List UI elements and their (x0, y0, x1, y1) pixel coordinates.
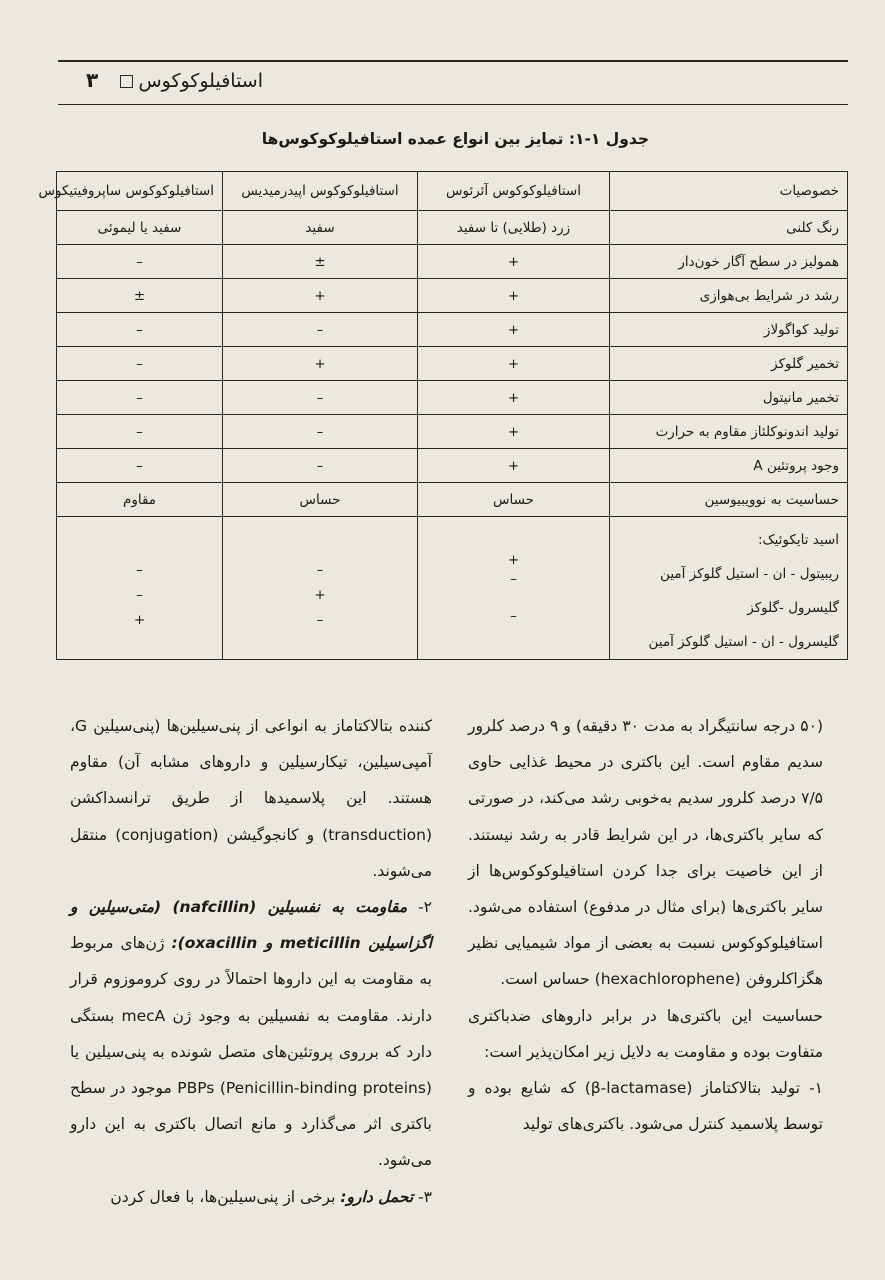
table-row (57, 313, 848, 347)
table-cell (610, 517, 848, 660)
header-cell: خصوصیات (610, 172, 848, 211)
subheading: تحمل دارو: (340, 1187, 414, 1206)
table-cell: + (418, 245, 610, 279)
table-value: + (133, 612, 146, 628)
table-cell: تخمیر گلوکز (610, 347, 848, 381)
teichoic-item: ریبیتول - ان - استیل گلوکز آمین (660, 566, 839, 582)
table-cell: رنگ کلنی (610, 211, 848, 245)
table-value: – (316, 562, 324, 578)
staphylococcus-table (38, 171, 848, 660)
table-cell: – (223, 381, 418, 415)
table-cell: ± (57, 279, 223, 313)
paragraph-text: ژن‌های مربوط به مقاومت به این داروها احتمالاً در روی کروموزوم قرار دارند. مقاومت به نفسیلین به وجود ژن mecA بستگی دارد که برروی پروتئین‌های متصل شونده به پنی‌سیلین یا (Penicillin-binding proteins) PBPs موجود در سطح باکتری اثر می‌گذارد و مانع اتصال باکتری به این دارو می‌شود. (70, 934, 432, 1170)
paragraph: حساسیت این باکتری‌ها در برابر داروهای ضدباکتری متفاوت بوده و مقاومت به دلایل زیر امکان‌پذیر است: (468, 1006, 823, 1061)
table-cell: سفید یا لیموئی (57, 211, 223, 245)
table-value: – (136, 587, 143, 603)
running-header (58, 60, 848, 105)
table-value: + (314, 587, 326, 603)
table-row (57, 415, 848, 449)
header-cell: استافیلوکوکوس ساپروفیتیکوس (57, 172, 223, 211)
left-text-column (70, 708, 432, 1215)
table-cell: وجود پروتئین A (610, 449, 848, 483)
square-separator-icon (120, 75, 133, 88)
table-cell: حساس (418, 483, 610, 517)
table-cell: + (223, 347, 418, 381)
table-value: – (136, 562, 143, 578)
table-cell: – (57, 347, 223, 381)
table-cell: + (418, 279, 610, 313)
table-cell: + (418, 415, 610, 449)
table-row (57, 279, 848, 313)
table-cell: – (57, 449, 223, 483)
table-cell: – (57, 381, 223, 415)
table-cell: همولیز در سطح آگار خون‌دار (610, 245, 848, 279)
teichoic-item: گلیسرول - ان - استیل گلوکز آمین (648, 634, 839, 650)
header-cell: استافیلوکوکوس اپیدرمیدیس (223, 172, 418, 211)
paragraph-text: برخی از پنی‌سیلین‌ها، با فعال کردن (110, 1187, 336, 1206)
table-cell: + (223, 279, 418, 313)
table-cell: – (57, 245, 223, 279)
table-row (57, 381, 848, 415)
table-cell: حساسیت به نوویبیوسین (610, 483, 848, 517)
header-cell: استافیلوکوکوس آئرئوس (418, 172, 610, 211)
table-row (57, 211, 848, 245)
paragraph (70, 889, 432, 1179)
table-cell: – (223, 313, 418, 347)
table-caption: جدول ۱-۱: تمایز بین انواع عمده استافیلوکوکوس‌ها (261, 130, 649, 148)
table-cell: تولید کواگولاز (610, 313, 848, 347)
table-value: – (510, 608, 517, 624)
paragraph: کننده بتالاکتاماز به انواعی از پنی‌سیلین‌ها (پنی‌سیلین G، آمپی‌سیلین، تیکارسیلین و داروهای مشابه آن) مقاوم هستند. این پلاسمیدها از طریق ترانسداکشن (transduction) و کانجوگیشن (conjugation) منتقل می‌شوند. (70, 717, 432, 880)
table-cell: تخمیر مانیتول (610, 381, 848, 415)
page-number: ۳ (86, 68, 99, 92)
table-cell: + (418, 381, 610, 415)
table-cell (418, 517, 610, 660)
table-cell: ± (223, 245, 418, 279)
table-cell: زرد (طلایی) تا سفید (418, 211, 610, 245)
table-cell: – (223, 415, 418, 449)
paragraph (70, 1179, 432, 1215)
paragraph: ۱- تولید بتالاکتاماز (β-lactamase) که شایع بوده و توسط پلاسمید کنترل می‌شود. باکتری‌های تولید (468, 1079, 823, 1134)
table-value: – (510, 571, 517, 587)
table-cell: – (57, 313, 223, 347)
table-cell: رشد در شرایط بی‌هوازی (610, 279, 848, 313)
table-row (57, 245, 848, 279)
table-cell: مقاوم (57, 483, 223, 517)
teichoic-item: گلیسرول -گلوکز (747, 600, 839, 616)
table-value: – (316, 612, 324, 628)
table-cell: حساس (223, 483, 418, 517)
table-cell (57, 517, 223, 660)
paragraph: (۵۰ درجه سانتیگراد به مدت ۳۰ دقیقه) و ۹ درصد کلرور سدیم مقاوم است. این باکتری در محیط غذایی حاوی ۷/۵ درصد کلرور سدیم به‌خوبی رشد می‌کند، در صورتی که سایر باکتری‌ها، در این شرایط قادر به رشد نیستند. از این خاصیت برای جدا کردن استافیلوکوکوس‌ها از سایر باکتری‌ها (برای مثال در مدفوع) استفاده می‌شود. استافیلوکوکوس نسبت به بعضی از مواد شیمیایی نظیر هگزاکلروفن (hexachlorophene) حساس است. (468, 717, 823, 989)
table-cell: + (418, 313, 610, 347)
subheading: مقاومت به نفسیلین (nafcillin) (متی‌سیلین و اگزاسیلین meticillin و oxacillin): (70, 898, 433, 953)
table-cell (223, 517, 418, 660)
table-row (57, 347, 848, 381)
table-header-row (57, 172, 848, 211)
table-value: + (507, 552, 520, 568)
table-cell: + (418, 449, 610, 483)
table-row (57, 483, 848, 517)
teichoic-acid-row (57, 517, 848, 660)
teichoic-title: اسید تایکوئیک: (757, 532, 839, 548)
chapter-title: استافیلوکوکوس (138, 70, 263, 92)
right-text-column (468, 708, 823, 1142)
table-cell: + (418, 347, 610, 381)
list-number: ۳- (418, 1187, 432, 1206)
table-cell: تولید اندونوکلئاز مقاوم به حرارت (610, 415, 848, 449)
table-cell: – (223, 449, 418, 483)
table-cell: – (57, 415, 223, 449)
table-cell: سفید (223, 211, 418, 245)
table-row (57, 449, 848, 483)
list-number: ۲- (418, 898, 432, 917)
